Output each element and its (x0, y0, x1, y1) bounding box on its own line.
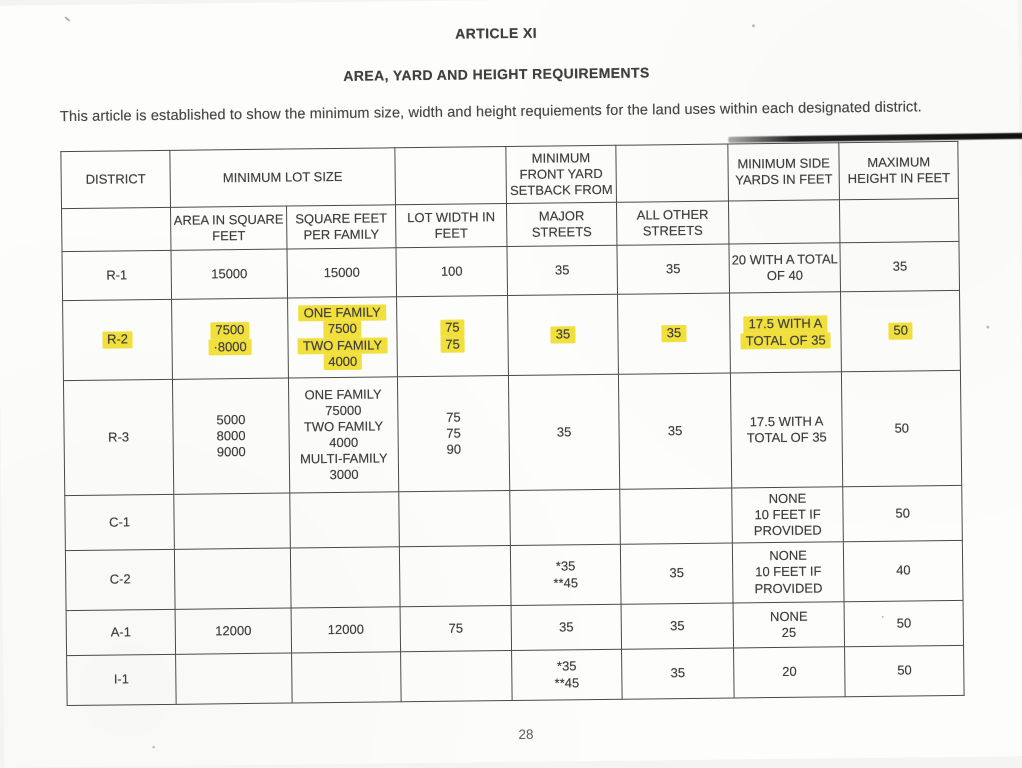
cell-line (735, 564, 841, 581)
section-title: AREA, YARD AND HEIGHT REQUIREMENTS (343, 64, 650, 84)
header-cell-district: DISTRICT (61, 150, 171, 208)
value: NONE (769, 608, 808, 624)
cell-line (68, 571, 172, 588)
value: 50 (897, 662, 912, 679)
value: 35 (665, 261, 681, 277)
value: ONE FAMILY (304, 386, 382, 403)
value: MULTI-FAMILY (299, 450, 388, 467)
cell-line (401, 441, 507, 458)
table-row-c-1 (65, 485, 963, 550)
cell-line (735, 522, 841, 539)
value: 50 (896, 615, 912, 631)
cell-line (734, 506, 840, 523)
subheader-cell-blank (62, 207, 171, 251)
cell-line (847, 615, 961, 632)
value: C-2 (109, 571, 131, 588)
cell-line (732, 316, 838, 333)
cell-line (621, 422, 728, 439)
scan-speck (986, 326, 989, 329)
cell-c-2-other-streets (620, 543, 733, 604)
cell-line (620, 325, 727, 342)
cell-c-2-district (65, 549, 175, 610)
cell-a-1-district (66, 609, 176, 655)
cell-line (736, 624, 842, 641)
cell-line (732, 251, 838, 268)
cell-line (624, 665, 731, 682)
cell-i-1-sqft-per-family (292, 652, 402, 703)
cell-r-1-district (62, 250, 172, 300)
cell-line (291, 386, 395, 403)
cell-c-2-sqft-per-family (290, 547, 400, 608)
value: 35 (667, 422, 683, 439)
cell-a-1-side-yards (733, 602, 845, 648)
cell-c-2-major-streets (510, 544, 621, 605)
value: 12000 (215, 622, 252, 639)
cell-line (290, 337, 394, 354)
highlighted-value: R-2 (102, 332, 133, 348)
cell-r-2-major-streets (508, 294, 619, 375)
cell-a-1-sqft-per-family (291, 607, 401, 653)
value: 15000 (211, 265, 248, 282)
highlighted-value: 75 (440, 320, 465, 336)
cell-line (514, 674, 619, 691)
cell-line (174, 322, 285, 339)
header-cell-blank (616, 144, 729, 202)
value: 35 (892, 258, 908, 274)
cell-line (513, 574, 618, 591)
cell-c-2-area-sqft (174, 548, 291, 609)
cell-line (399, 319, 505, 336)
cell-line (843, 258, 957, 275)
value: 10 FEET IF (754, 506, 821, 523)
highlighted-value: 35 (662, 325, 687, 341)
cell-r-1-lot-width (396, 247, 508, 297)
cell-r-3-other-streets (618, 373, 731, 489)
cell-line (67, 429, 171, 446)
value: 9000 (216, 444, 246, 460)
cell-a-1-lot-width (400, 606, 512, 652)
header-cell-blank (395, 147, 507, 205)
value: 15000 (323, 264, 360, 281)
value: 4000 (329, 434, 359, 451)
cell-line (294, 621, 398, 638)
cell-r-2-sqft-per-family (288, 297, 398, 378)
cell-line (69, 624, 173, 641)
value: I-1 (113, 671, 130, 687)
cell-line (514, 658, 619, 675)
cell-line (403, 620, 509, 637)
value: 75 (448, 620, 464, 636)
area-yard-height-requirements-table (60, 141, 964, 706)
subheader-cell-area-in-square-feet: AREA IN SQUARE FEET (171, 206, 287, 250)
header-cell-maximum-height-in-feet: MAXIMUM HEIGHT IN FEET (839, 141, 959, 199)
page-number: 28 (518, 726, 534, 742)
cell-i-1-lot-width (401, 651, 513, 702)
cell-line (65, 331, 169, 348)
value: R-1 (106, 267, 128, 283)
value: 50 (894, 420, 910, 436)
value: A-1 (110, 624, 132, 640)
highlighted-value: TOTAL OF 35 (741, 332, 831, 349)
scan-speck (882, 616, 884, 618)
cell-line (67, 514, 171, 531)
value: 12000 (327, 621, 364, 638)
cell-c-1-area-sqft (174, 493, 291, 549)
cell-line (734, 429, 840, 446)
value: TWO FAMILY (303, 418, 384, 435)
cell-c-2-lot-width (399, 546, 511, 607)
value: PROVIDED (754, 580, 823, 596)
cell-line (847, 662, 961, 679)
cell-i-1-max-height (845, 645, 965, 696)
value: PROVIDED (753, 522, 822, 539)
cell-line (175, 338, 286, 355)
highlighted-value: 50 (888, 323, 913, 339)
value: 17.5 WITH A (749, 413, 824, 430)
highlighted-value: 17.5 WITH A (744, 316, 828, 333)
highlighted-value: 4000 (323, 353, 362, 370)
cell-c-1-district (65, 494, 175, 550)
cell-line (624, 617, 731, 634)
cell-c-2-side-yards (732, 542, 844, 603)
cell-line (178, 622, 289, 639)
cell-r-2-lot-width (397, 296, 509, 377)
value: C-1 (109, 514, 131, 530)
cell-line (175, 411, 286, 428)
highlighted-value: 7500 (323, 321, 362, 338)
highlighted-value: 35 (551, 327, 576, 343)
cell-r-1-side-yards (729, 243, 841, 293)
subheader-cell-blank (840, 198, 959, 242)
header-cell-minimum-front-yard-setback-from: MINIMUM FRONT YARD SETBACK FROM (506, 145, 617, 203)
cell-r-3-major-streets (508, 374, 619, 490)
header-cell-minimum-lot-size: MINIMUM LOT SIZE (170, 148, 396, 208)
cell-line (513, 558, 618, 575)
article-title: ARTICLE XI (455, 24, 538, 42)
value: 35 (669, 617, 685, 634)
subheader-cell-square-feet-per-family: SQUARE FEET PER FAMILY (287, 205, 396, 249)
cell-line (176, 444, 287, 461)
cell-r-3-max-height (842, 370, 962, 486)
highlighted-value: ONE FAMILY (299, 305, 386, 322)
cell-a-1-major-streets (511, 604, 622, 650)
cell-line (734, 490, 840, 507)
table-row-r-2 (63, 290, 961, 380)
cell-a-1-other-streets (621, 603, 734, 649)
highlighted-value: 75 (440, 336, 465, 352)
cell-c-1-max-height (843, 485, 963, 541)
value: 5000 (216, 411, 246, 428)
scan-speck (64, 16, 71, 22)
cell-line (69, 671, 173, 688)
cell-c-2-max-height (844, 540, 964, 601)
highlighted-value: TWO FAMILY (298, 337, 387, 354)
value: 50 (895, 505, 911, 521)
value: 8000 (216, 427, 246, 444)
cell-i-1-district (67, 654, 177, 705)
cell-a-1-max-height (844, 600, 964, 646)
cell-i-1-area-sqft (176, 653, 293, 704)
cell-line (736, 664, 842, 681)
cell-r-3-area-sqft (172, 378, 289, 494)
cell-line (510, 326, 615, 343)
value: 35 (669, 565, 685, 581)
cell-line (176, 427, 287, 444)
value: 75 (446, 425, 461, 441)
header-cell-minimum-side-yards-in-feet: MINIMUM SIDE YARDS IN FEET (728, 143, 840, 201)
cell-line (511, 424, 616, 441)
cell-i-1-side-yards (734, 647, 846, 698)
cell-r-2-side-yards (730, 292, 842, 373)
table-row-r-3 (63, 370, 961, 495)
highlighted-value: 7500 (210, 322, 249, 339)
cell-line (732, 267, 838, 284)
cell-i-1-major-streets (512, 649, 623, 700)
intro-text: This article is established to show the minimum size, width and height requiements for the land uses within each designated district. (59, 99, 922, 126)
subheader-cell-lot-width-in-feet: LOT WIDTH IN FEET (395, 204, 506, 248)
value: 90 (446, 441, 462, 457)
cell-c-1-major-streets (510, 489, 621, 545)
cell-line (733, 413, 839, 430)
cell-a-1-area-sqft (175, 608, 292, 654)
value: 25 (781, 624, 797, 640)
cell-line (65, 267, 169, 284)
value: **45 (553, 574, 579, 591)
cell-c-1-other-streets (620, 488, 733, 544)
subheader-cell-blank (728, 200, 840, 244)
table-row-i-1 (67, 645, 965, 705)
cell-line (623, 565, 730, 582)
cell-r-1-max-height (840, 241, 960, 291)
cell-c-1-sqft-per-family (290, 492, 400, 548)
cell-line (401, 425, 507, 442)
cell-line (291, 418, 395, 435)
cell-line (844, 322, 958, 339)
cell-line (292, 450, 396, 467)
cell-r-2-area-sqft (172, 298, 289, 379)
value: 35 (554, 262, 570, 278)
cell-c-1-side-yards (732, 487, 844, 543)
cell-line (510, 262, 615, 279)
cell-r-3-district (63, 379, 173, 495)
cell-line (620, 260, 727, 277)
value: 10 FEET IF (755, 563, 822, 580)
value: 35 (670, 665, 686, 681)
cell-r-1-major-streets (507, 245, 618, 295)
cell-line (291, 353, 395, 370)
cell-i-1-other-streets (622, 648, 735, 699)
value: NONE (768, 490, 807, 506)
cell-line (292, 467, 396, 484)
cell-c-1-lot-width (399, 491, 511, 547)
value: 20 (782, 664, 797, 680)
value: 75 (446, 409, 461, 425)
value: R-3 (108, 429, 130, 445)
cell-r-1-area-sqft (171, 249, 288, 299)
scan-speck (752, 24, 755, 27)
cell-r-2-other-streets (618, 293, 731, 374)
cell-r-2-district (63, 299, 173, 380)
cell-r-3-sqft-per-family (288, 377, 398, 493)
cell-r-3-lot-width (397, 376, 509, 492)
cell-line (174, 265, 285, 282)
scan-speck (152, 746, 155, 748)
value: 100 (440, 263, 463, 279)
value: 20 WITH A TOTAL (731, 251, 838, 268)
cell-line (846, 562, 960, 579)
cell-line (514, 619, 619, 636)
cell-r-3-side-yards (730, 372, 843, 488)
highlighted-value: ·8000 (208, 338, 251, 355)
cell-r-2-max-height (841, 290, 961, 371)
cell-line (845, 420, 959, 437)
cell-line (846, 505, 960, 522)
value: 3000 (329, 466, 359, 483)
cell-line (735, 548, 841, 565)
cell-line (400, 409, 506, 426)
cell-line (735, 580, 841, 597)
value: **45 (554, 674, 580, 691)
subheader-cell-all-other-streets: ALL OTHER STREETS (616, 201, 728, 245)
cell-line (290, 321, 394, 338)
cell-r-1-other-streets (617, 244, 730, 294)
cell-line (291, 402, 395, 419)
value: OF 40 (766, 267, 804, 284)
cell-r-1-sqft-per-family (287, 248, 397, 298)
value: 35 (558, 619, 574, 635)
value: *35 (556, 658, 577, 674)
value: 75000 (325, 402, 362, 418)
cell-line (736, 608, 842, 625)
cell-line (290, 305, 394, 322)
value: NONE (769, 547, 807, 564)
cell-line (399, 336, 505, 353)
value: *35 (555, 558, 576, 574)
cell-line (399, 263, 505, 280)
value: 40 (896, 562, 911, 579)
table-row-c-2 (65, 540, 963, 610)
cell-line (292, 434, 396, 451)
value: TOTAL OF 35 (746, 429, 827, 446)
subheader-cell-major-streets: MAJOR STREETS (506, 202, 616, 246)
value: 35 (556, 424, 572, 440)
cell-line (290, 264, 394, 281)
cell-line (732, 332, 838, 349)
